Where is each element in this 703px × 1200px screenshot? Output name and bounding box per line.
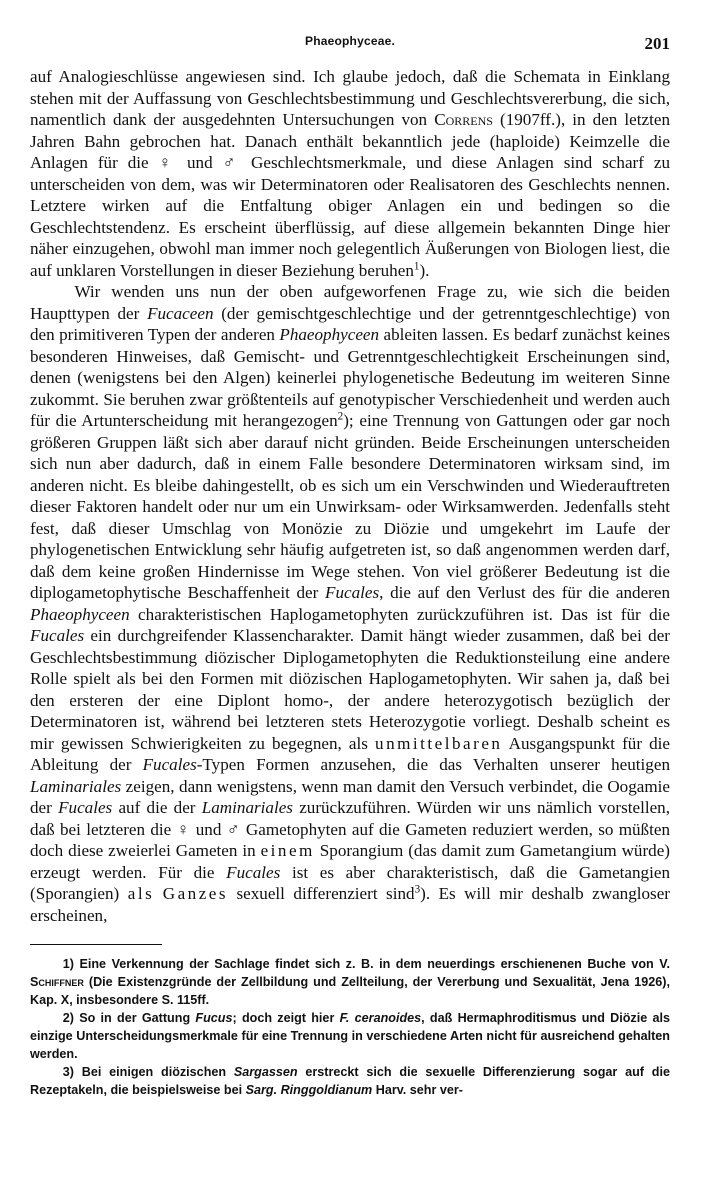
text-run: ist es aber charakteristisch, daß die Gametangien (Sporangien) — [30, 862, 670, 903]
spaced-emphasis: Ganzes — [162, 884, 229, 903]
book-page — [30, 30, 670, 1099]
text-run: 2) So in der Gattung — [62, 1011, 196, 1025]
taxon-laminariales: Laminariales — [30, 776, 122, 796]
footnote-3 — [30, 1063, 670, 1099]
text-run: ; doch zeigt hier — [232, 1011, 340, 1025]
taxon-fucales: Fucales — [30, 626, 85, 645]
text-run: , die auf den Verlust des für die anderen — [379, 583, 670, 602]
spaced-emphasis: einem — [260, 841, 315, 860]
text-run — [154, 884, 162, 903]
footnote-1 — [30, 955, 670, 1009]
page-number: 201 — [644, 34, 670, 53]
author-schiffner: Schiffner — [30, 975, 84, 989]
text-run: Sporangium (das damit zum Gametangium würde) erzeugt werden. Für die — [30, 841, 670, 882]
taxon-sarg-ringgoldianum: Sarg. Ringgoldianum — [245, 1083, 373, 1097]
text-run: sexuell differenziert sind — [228, 884, 415, 903]
author-correns: Correns — [434, 110, 493, 129]
running-title: Phaeophyceae. — [305, 34, 395, 48]
taxon-phaeophyceen: Phaeophyceen — [279, 325, 380, 344]
taxon-fucales: Fucales — [142, 755, 197, 774]
text-run: ). — [419, 260, 430, 280]
text-run: (Die Existenzgründe der Zellbildung und Zellteilung, der Vererbung und Sexualität, Jena 1926), Kap. X, insbesondere S. 115ff. — [30, 975, 670, 1007]
paragraph-2 — [30, 281, 670, 926]
footnotes — [30, 955, 670, 1099]
text-run: , daß Hermaphroditismus und Diözie als einzige Unterscheidungsmerkmale für eine Trennung in verschiedene Arten nicht für ausreichend gehalten werden. — [30, 1011, 670, 1061]
footnote-ref-3: 3 — [414, 883, 421, 896]
spaced-emphasis: unmittelbaren — [375, 733, 503, 753]
text-run: auf die der — [112, 798, 202, 817]
text-run: 1) Eine Verkennung der Sachlage findet sich z. B. in dem neuerdings erschienenen Buche von V. — [62, 957, 670, 971]
taxon-fucales: Fucales — [58, 798, 113, 817]
text-run: erstreckt sich die sexuelle Differenzierung sogar auf die Rezeptakeln, die beispielsweise bei — [30, 1065, 670, 1097]
footnote-divider — [30, 944, 162, 945]
text-run: 3) Bei einigen diözischen — [62, 1065, 234, 1079]
text-run: auf Analogieschlüsse angewiesen sind. Ich glaube jedoch, daß die Schemata in Einklang stehen mit der Auffassung von Geschlechtsbestimmung und Geschlechtsvererbung, die sich, namentlich dank der ausgedehnten Untersuchungen von — [30, 67, 670, 129]
text-run: (1907ff.), in den letzten Jahren Bahn gebrochen hat. Danach enthält bekanntlich jede (haploide) Keimzelle die Anlagen für die ♀ und ♂ Geschlechtsmerkmale, und diese Anlagen sind scharf zu unterscheiden von dem, was wir Determinatoren oder Realisatoren des Geschlechts nennen. Letztere wirken auf die Entfaltung obiger Anlagen ein und bedingen so die Geschlechtstendenz. Es erscheint überflüssig, auf diese allgemein bekannten Dinge hier näher einzugehen, obwohl man immer noch gelegentlich Äußerungen von Biologen liest, die auf unklaren Vorstellungen in dieser Beziehung beruhen — [30, 110, 670, 280]
taxon-fucaceen: Fucaceen — [147, 303, 214, 323]
text-run: zurückzuführen. Würden wir uns nämlich vorstellen, daß bei letzteren die ♀ und ♂ Gametophyten auf die Gameten reduziert werden, so müßten doch diese zweierlei Gameten in — [30, 798, 670, 860]
footnote-2 — [30, 1009, 670, 1063]
footnote-ref-2: 2 — [337, 410, 344, 423]
text-run: Harv. sehr ver- — [372, 1083, 464, 1097]
text-run: ). Es will mir deshalb zwangloser erscheinen, — [30, 884, 670, 925]
text-run: -Typen Formen anzusehen, die das Verhalten unserer heutigen — [196, 755, 670, 774]
text-run: (der gemischtgeschlechtige und der getrenntgeschlechtige) von den primitiveren Typen der anderen — [30, 303, 671, 344]
taxon-fucales: Fucales — [226, 862, 281, 882]
text-run: ein durchgreifender Klassencharakter. Damit hängt wieder zusammen, daß bei der Geschlechtsbestimmung diözischer Diplogametophyten die Reduktionsteilung eine andere Rolle spielt als bei den Formen mit diözischen Haplogametophyten. Wir sahen ja, daß bei den ersteren der eine Diplont homo-, der andere heterozygotisch bezüglich der Determinatoren ist, während bei letzteren stets Heterozygotie vorliegt. Deshalb scheint es mir gewissen Schwierigkeiten zu begegnen, als — [30, 626, 670, 753]
running-head — [30, 30, 670, 66]
footnote-ref-1: 1 — [413, 259, 420, 272]
taxon-fucus: Fucus — [195, 1011, 233, 1025]
taxon-f-ceranoides: F. ceranoides — [339, 1011, 422, 1025]
main-text — [30, 66, 670, 926]
text-run: ableiten lassen. Es bedarf zunächst keines besonderen Hinweises, daß Gemischt- und Getrenntgeschlechtigkeit Erscheinungen sind, denen (wenigstens bei den Algen) keinerlei phylogenetische Bedeutung im weiteren Sinne zukommt. Sie beruhen zwar größtenteils auf genotypischer Verschiedenheit und werden auch für die Artunterscheidung mit herangezogen — [30, 325, 670, 430]
text-run: ); eine Trennung von Gattungen oder gar noch größeren Gruppen läßt sich aber darauf nicht gründen. Beide Erscheinungen unterscheiden sich nun aber dadurch, daß in einem Falle besondere Determinatoren wirksam sind, im anderen nicht. Es bleibe dahingestellt, ob es sich um ein Verschwinden und Wiederauftreten dieser Faktoren handelt oder nur um ein Unwirksam- oder Wirksamwerden. Jedenfalls steht fest, daß dieser Umschlag von Monözie zu Diözie und umgekehrt im Laufe der phylogenetischen Entwicklung sehr häufig aufgetreten ist, so daß angenommen werden darf, daß dem keine großen Hindernisse im Wege stehen. Von viel größerer Bedeutung ist die diplogametophytische Beschaffenheit der — [30, 411, 670, 602]
taxon-laminariales: Laminariales — [201, 798, 293, 817]
taxon-fucales: Fucales — [325, 583, 380, 602]
text-run: Ausgangspunkt für die Ableitung der — [30, 733, 670, 774]
taxon-sargassen: Sargassen — [233, 1065, 298, 1079]
paragraph-1 — [30, 66, 670, 281]
text-run: zeigen, dann wenigstens, wenn man damit den Versuch verbindet, die Oogamie der — [30, 776, 670, 817]
text-run: charakteristischen Haplogametophyten zurückzuführen ist. Das ist für die — [129, 604, 670, 624]
spaced-emphasis: als — [127, 884, 155, 903]
text-run: Wir wenden uns nun der oben aufgeworfenen Frage zu, wie sich die beiden Haupttypen der — [30, 282, 670, 323]
taxon-phaeophyceen: Phaeophyceen — [30, 604, 130, 624]
